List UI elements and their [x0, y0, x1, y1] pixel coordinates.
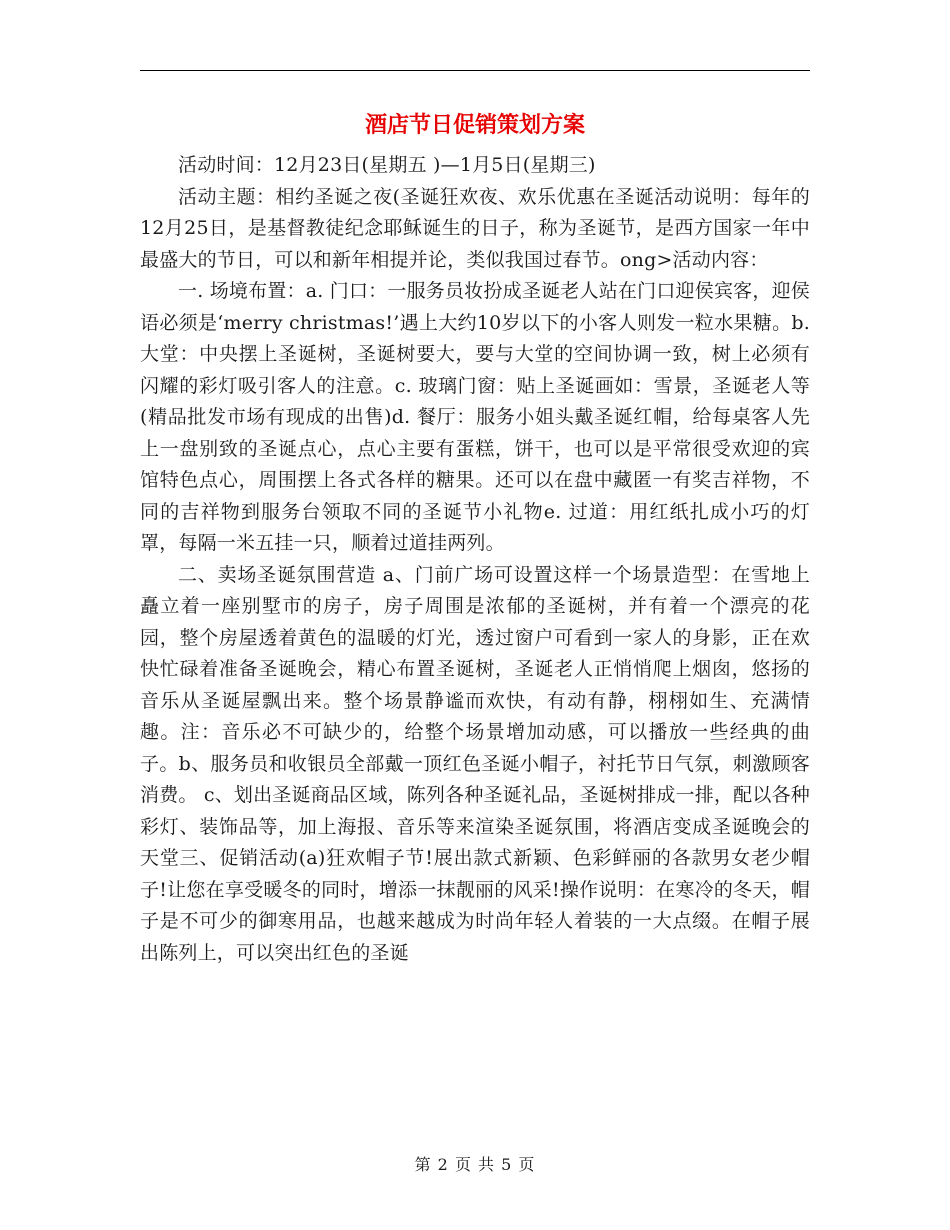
- page-number: 第 2 页 共 5 页: [414, 1155, 536, 1174]
- paragraph-venue-setup: 一. 场境布置：a. 门口：一服务员妆扮成圣诞老人站在门口迎侯宾客，迎侯语必须是‘merry christmas!’遇上大约10岁以下的小客人则发一粒水果糖。b. 大堂：中央摆上圣诞树，圣诞树要大，要与大堂的空间协调一致，树上必须有闪耀的彩灯吸引客人的注意。c. 玻璃门窗：贴上圣诞画如：雪景，圣诞老人等(精品批发市场有现成的出售)d. 餐厅：服务小姐头戴圣诞红帽，给每桌客人先上一盘别致的圣诞点心，点心主要有蛋糕，饼干，也可以是平常很受欢迎的宾馆特色点心，周围摆上各式各样的糖果。还可以在盘中藏匿一有奖吉祥物，不同的吉祥物到服务台领取不同的圣诞节小礼物e. 过道：用红纸扎成小巧的灯罩，每隔一米五挂一只，顺着过道挂两列。: [140, 280, 810, 554]
- document-title: 酒店节日促销策划方案: [364, 112, 585, 138]
- document-body: [140, 150, 810, 969]
- paragraph-activity-theme: 活动主题：相约圣诞之夜(圣诞狂欢夜、欢乐优惠在圣诞活动说明：每年的12月25日，是基督教徒纪念耶稣诞生的日子，称为圣诞节，是西方国家一年中最盛大的节日，可以和新年相提并论，类似我国过春节。ong>活动内容：: [140, 185, 810, 271]
- paragraph-store-atmosphere: 二、卖场圣诞氛围营造 a、门前广场可设置这样一个场景造型：在雪地上矗立着一座别墅市的房子，房子周围是浓郁的圣诞树，并有着一个漂亮的花园，整个房屋透着黄色的温暖的灯光，透过窗户可看到一家人的身影，正在欢快忙碌着准备圣诞晚会，精心布置圣诞树，圣诞老人正悄悄爬上烟囱，悠扬的音乐从圣诞屋飘出来。整个场景静谧而欢快，有动有静，栩栩如生、充满情趣。注：音乐必不可缺少的，给整个场景增加动感，可以播放一些经典的曲子。b、服务员和收银员全部戴一顶红色圣诞小帽子，衬托节日气氛，刺激顾客消费。 c、划出圣诞商品区域，陈列各种圣诞礼品，圣诞树排成一排，配以各种彩灯、装饰品等，加上海报、音乐等来渲染圣诞氛围，将酒店变成圣诞晚会的天堂三、促销活动(a)狂欢帽子节!展出款式新颖、色彩鲜丽的各款男女老少帽子!让您在享受暖冬的同时，增添一抹靓丽的风采!操作说明：在寒冷的冬天，帽子是不可少的御寒用品，也越来越成为时尚年轻人着装的一大点缀。在帽子展出陈列上，可以突出红色的圣诞: [140, 563, 810, 964]
- header-rule: [140, 70, 810, 71]
- paragraph-activity-time: 活动时间：12月23日(星期五 )—1月5日(星期三): [178, 154, 596, 176]
